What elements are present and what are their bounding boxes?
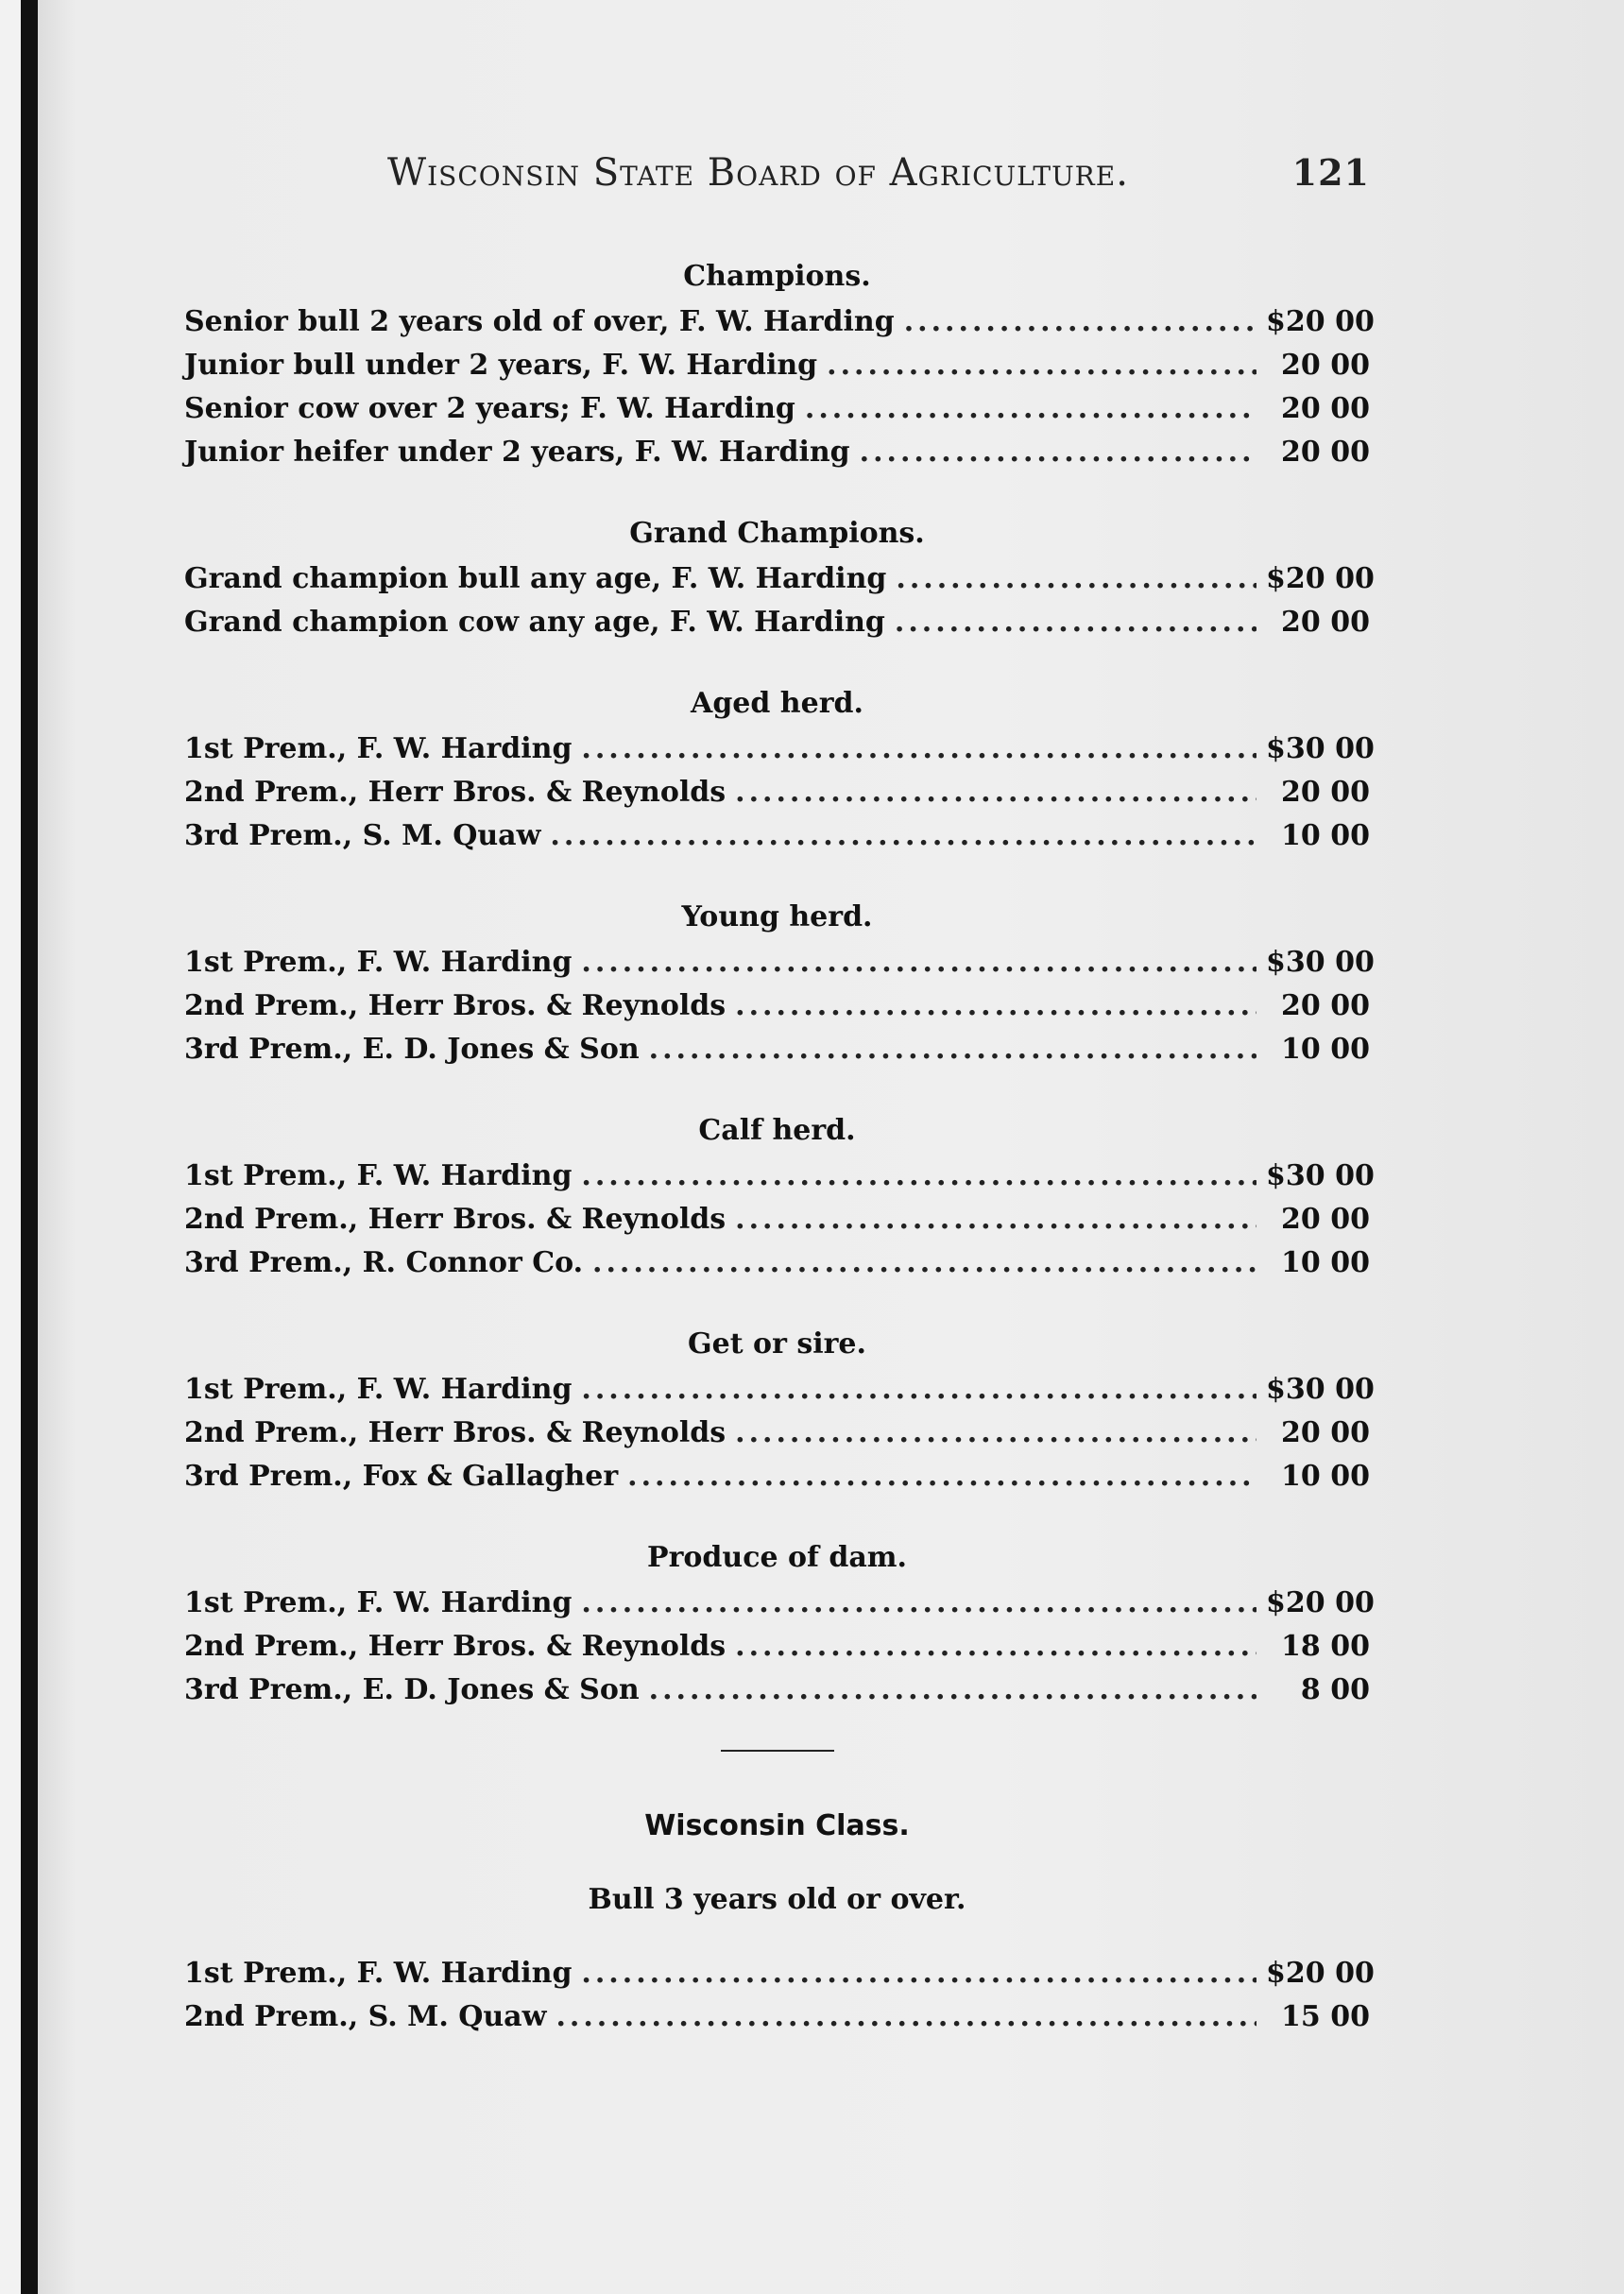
premium-label: 3rd Prem., S. M. Quaw xyxy=(184,819,541,852)
premium-label: 1st Prem., F. W. Harding xyxy=(184,946,573,979)
dot-leader xyxy=(895,601,1256,644)
award-section xyxy=(184,1323,1375,1498)
premium-row xyxy=(184,814,1370,858)
premium-label: 3rd Prem., R. Connor Co. xyxy=(184,1246,584,1279)
premium-label: 2nd Prem., Herr Bros. & Reynolds xyxy=(184,989,727,1022)
premium-amount: $20 00 xyxy=(1266,562,1375,595)
premium-amount: $20 00 xyxy=(1266,1586,1375,1619)
section-title: Produce of dam. xyxy=(647,1541,907,1574)
dot-leader xyxy=(735,1198,1256,1241)
premium-row xyxy=(184,1198,1370,1241)
premium-row xyxy=(184,1155,1375,1198)
premium-row xyxy=(184,984,1370,1028)
premium-row xyxy=(184,1028,1370,1071)
premium-amount: 10 00 xyxy=(1281,819,1370,852)
premium-label: 2nd Prem., Herr Bros. & Reynolds xyxy=(184,776,727,809)
premium-amount: 20 00 xyxy=(1281,606,1370,639)
sections-container xyxy=(184,255,1375,1712)
book-binding xyxy=(21,0,38,2294)
award-section xyxy=(184,512,1375,644)
premium-row xyxy=(184,728,1375,771)
premium-amount: 18 00 xyxy=(1281,1630,1370,1663)
section-title: Aged herd. xyxy=(691,687,863,720)
page-margin xyxy=(0,0,21,2294)
dot-leader xyxy=(581,941,1256,984)
dot-leader xyxy=(649,1669,1256,1712)
premium-amount: 20 00 xyxy=(1281,989,1370,1022)
section-title: Calf herd. xyxy=(698,1114,856,1147)
premium-label: 3rd Prem., E. D. Jones & Son xyxy=(184,1033,640,1066)
premium-amount: 10 00 xyxy=(1281,1246,1370,1279)
premium-amount: $30 00 xyxy=(1266,732,1375,765)
premium-amount: 8 00 xyxy=(1300,1673,1370,1706)
wisconsin-class-rows xyxy=(184,1952,1375,2039)
premium-amount: 20 00 xyxy=(1281,776,1370,809)
premium-label: 1st Prem., F. W. Harding xyxy=(184,1586,573,1619)
section-title: Grand Champions. xyxy=(629,517,925,550)
premium-label: 2nd Prem., Herr Bros. & Reynolds xyxy=(184,1203,727,1236)
dot-leader xyxy=(550,814,1256,858)
premium-row xyxy=(184,1241,1370,1285)
premium-label: Senior bull 2 years old of over, F. W. Harding xyxy=(184,305,895,338)
section-title: Young herd. xyxy=(681,900,873,933)
premium-label: 1st Prem., F. W. Harding xyxy=(184,1373,573,1406)
premium-label: 1st Prem., F. W. Harding xyxy=(184,732,573,765)
premium-label: Grand champion bull any age, F. W. Harding xyxy=(184,562,887,595)
premium-amount: 10 00 xyxy=(1281,1460,1370,1493)
premium-label: Junior heifer under 2 years, F. W. Harding xyxy=(184,436,850,469)
header-title: Wisconsin State Board of Agriculture. xyxy=(387,151,1129,195)
dot-leader xyxy=(827,344,1256,387)
subsection-title: Bull 3 years old or over. xyxy=(588,1883,966,1916)
premium-row xyxy=(184,1582,1375,1625)
premium-row xyxy=(184,1368,1375,1412)
premium-label: 2nd Prem., Herr Bros. & Reynolds xyxy=(184,1630,727,1663)
premium-row xyxy=(184,431,1370,474)
premium-row xyxy=(184,1455,1370,1498)
dot-leader xyxy=(592,1241,1256,1285)
premium-row xyxy=(184,771,1370,814)
dot-leader xyxy=(581,1368,1256,1412)
premium-label: 2nd Prem., Herr Bros. & Reynolds xyxy=(184,1416,727,1449)
premium-list xyxy=(184,255,1375,2039)
dot-leader xyxy=(860,431,1256,474)
premium-amount: 20 00 xyxy=(1281,436,1370,469)
premium-row xyxy=(184,300,1375,344)
premium-label: Grand champion cow any age, F. W. Harding xyxy=(184,606,885,639)
premium-label: Senior cow over 2 years; F. W. Harding xyxy=(184,392,795,425)
wisconsin-class-title: Wisconsin Class. xyxy=(644,1809,910,1842)
premium-amount: $20 00 xyxy=(1266,1957,1375,1990)
award-section xyxy=(184,1109,1375,1285)
premium-amount: 20 00 xyxy=(1281,1203,1370,1236)
section-divider xyxy=(721,1750,834,1752)
premium-row xyxy=(184,1625,1370,1669)
section-title: Get or sire. xyxy=(688,1327,866,1361)
premium-row xyxy=(184,1669,1370,1712)
premium-amount: 10 00 xyxy=(1281,1033,1370,1066)
premium-label: Junior bull under 2 years, F. W. Harding xyxy=(184,349,818,382)
premium-row xyxy=(184,601,1370,644)
dot-leader xyxy=(735,771,1256,814)
dot-leader xyxy=(896,557,1256,601)
running-header xyxy=(387,151,1370,198)
award-section xyxy=(184,1536,1375,1712)
premium-row xyxy=(184,557,1375,601)
premium-amount: $20 00 xyxy=(1266,305,1375,338)
wisconsin-class-section xyxy=(184,1805,1375,2039)
premium-label: 3rd Prem., E. D. Jones & Son xyxy=(184,1673,640,1706)
premium-amount: $30 00 xyxy=(1266,946,1375,979)
dot-leader xyxy=(581,1952,1256,1995)
dot-leader xyxy=(627,1455,1256,1498)
premium-label: 1st Prem., F. W. Harding xyxy=(184,1159,573,1192)
premium-row xyxy=(184,1412,1370,1455)
award-section xyxy=(184,255,1375,474)
award-section xyxy=(184,896,1375,1071)
dot-leader xyxy=(581,1582,1256,1625)
dot-leader xyxy=(581,728,1256,771)
dot-leader xyxy=(556,1995,1256,2039)
premium-amount: 15 00 xyxy=(1281,2000,1370,2033)
premium-label: 1st Prem., F. W. Harding xyxy=(184,1957,573,1990)
premium-label: 2nd Prem., S. M. Quaw xyxy=(184,2000,547,2033)
premium-row xyxy=(184,1952,1375,1995)
dot-leader xyxy=(735,1412,1256,1455)
premium-amount: 20 00 xyxy=(1281,349,1370,382)
premium-amount: 20 00 xyxy=(1281,1416,1370,1449)
dot-leader xyxy=(904,300,1256,344)
page-number: 121 xyxy=(1291,151,1370,194)
dot-leader xyxy=(649,1028,1256,1071)
premium-amount: $30 00 xyxy=(1266,1159,1375,1192)
premium-row xyxy=(184,1995,1370,2039)
award-section xyxy=(184,682,1375,858)
dot-leader xyxy=(805,387,1256,431)
dot-leader xyxy=(735,984,1256,1028)
dot-leader xyxy=(581,1155,1256,1198)
dot-leader xyxy=(735,1625,1256,1669)
premium-amount: $30 00 xyxy=(1266,1373,1375,1406)
premium-row xyxy=(184,387,1370,431)
premium-label: 3rd Prem., Fox & Gallagher xyxy=(184,1460,619,1493)
premium-amount: 20 00 xyxy=(1281,392,1370,425)
premium-row xyxy=(184,941,1375,984)
premium-row xyxy=(184,344,1370,387)
section-title: Champions. xyxy=(683,260,871,293)
